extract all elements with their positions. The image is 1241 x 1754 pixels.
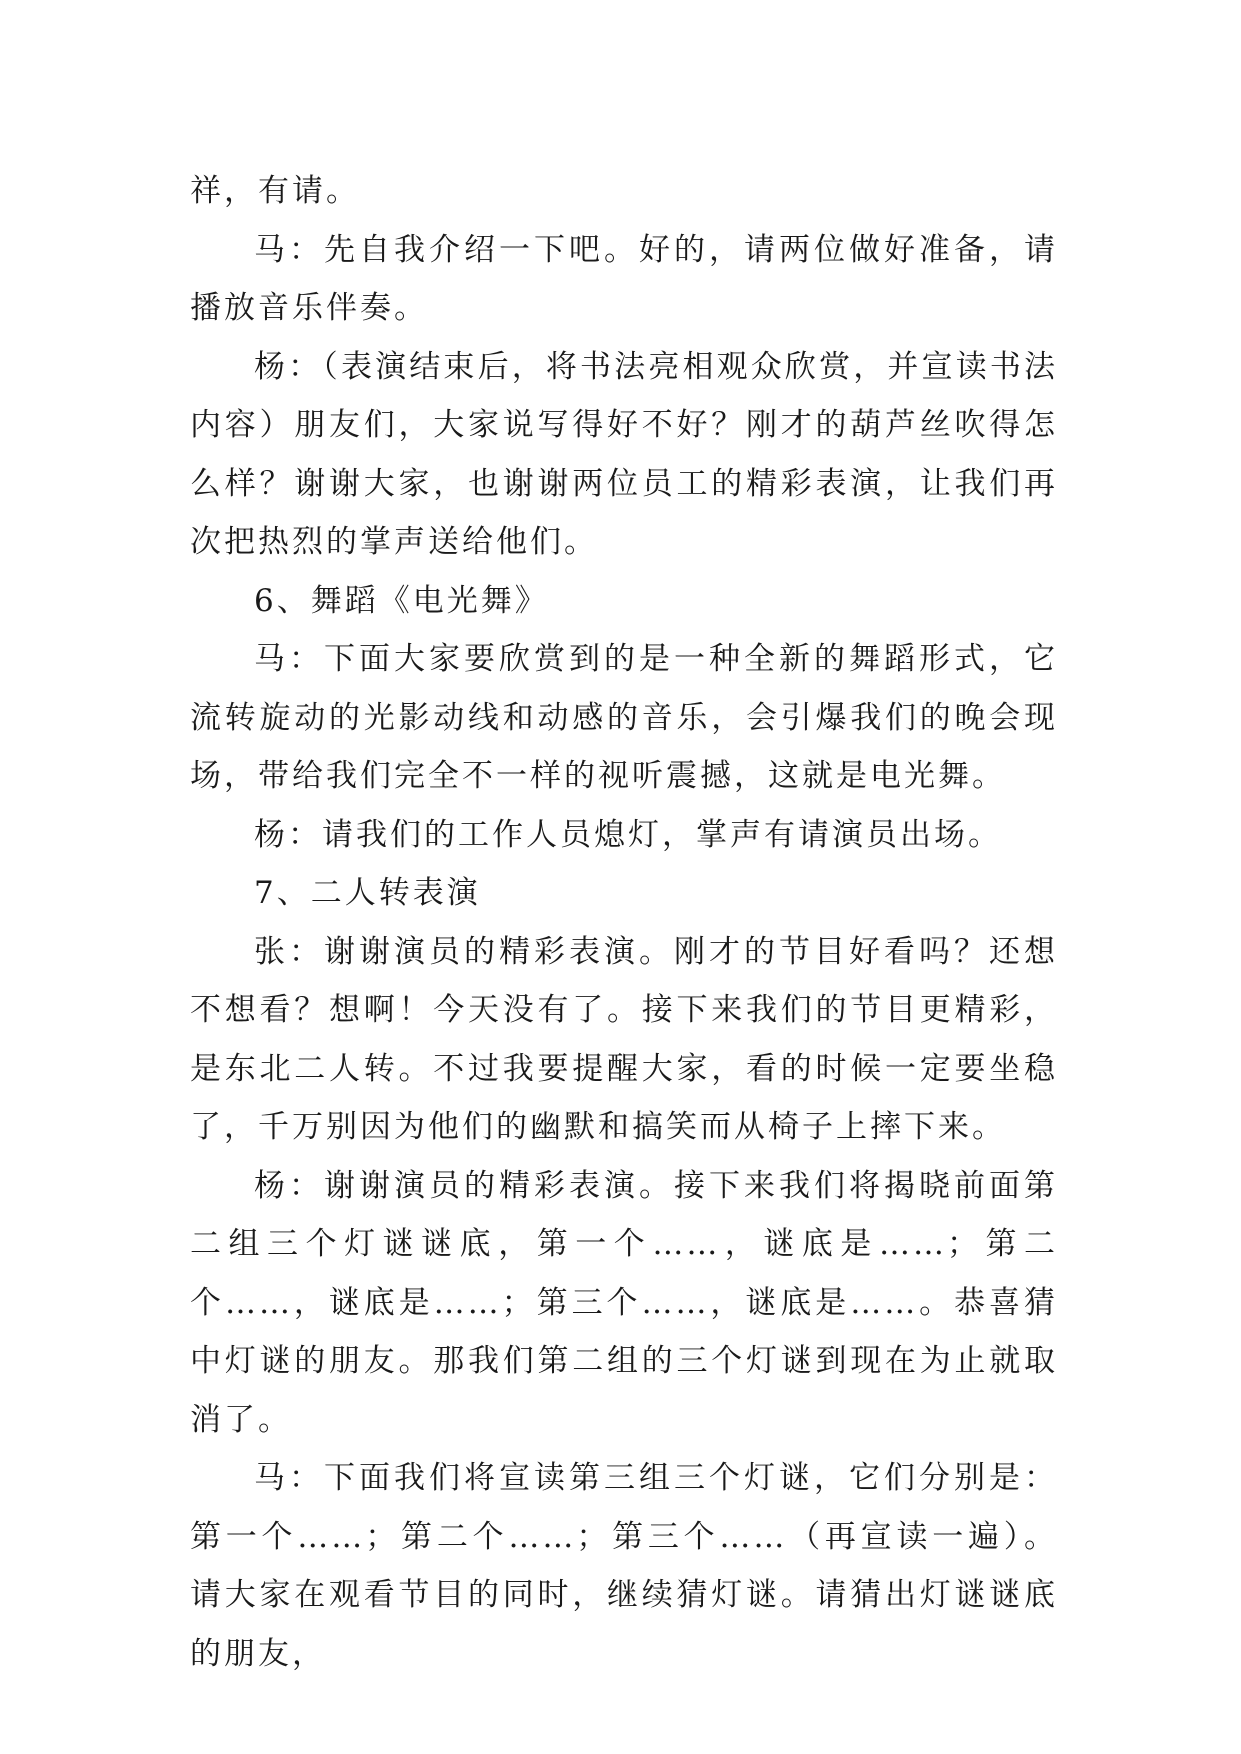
paragraph-ma-riddles: 马：下面我们将宣读第三组三个灯谜，它们分别是：第一个……；第二个……；第三个……（再宣读一遍）。请大家在观看节目的同时，继续猜灯谜。请猜出灯谜谜底的朋友， [190,1460,1058,1672]
document-body [190,162,1058,1683]
paragraph-yang-riddles: 杨：谢谢演员的精彩表演。接下来我们将揭晓前面第二组三个灯谜谜底，第一个……，谜底是……；第二个……，谜底是……；第三个……，谜底是……。恭喜猜中灯谜的朋友。那我们第二组的三个灯谜到现在为止就取消了。 [190,1167,1058,1438]
paragraph-ma-intro: 马：先自我介绍一下吧。好的，请两位做好准备，请播放音乐伴奏。 [190,231,1058,326]
paragraph-yang-lights: 杨：请我们的工作人员熄灯，掌声有请演员出场。 [254,816,1002,853]
paragraph-yang-calligraphy: 杨：（表演结束后，将书法亮相观众欣赏，并宣读书法内容）朋友们，大家说写得好不好？刚才的葫芦丝吹得怎么样？谢谢大家，也谢谢两位员工的精彩表演，让我们再次把热烈的掌声送给他们。 [190,348,1058,560]
section-heading-dance: 6、舞蹈《电光舞》 [254,582,549,619]
paragraph-continuation: 祥，有请。 [190,173,360,209]
section-heading-errenzhuan: 7、二人转表演 [254,875,481,911]
paragraph-zhang-errenzhuan: 张：谢谢演员的精彩表演。刚才的节目好看吗？还想不想看？想啊！今天没有了。接下来我们的节目更精彩，是东北二人转。不过我要提醒大家，看的时候一定要坐稳了，千万别因为他们的幽默和搞笑而从椅子上摔下来。 [190,933,1058,1145]
paragraph-ma-dance: 马：下面大家要欣赏到的是一种全新的舞蹈形式，它流转旋动的光影动线和动感的音乐，会引爆我们的晚会现场，带给我们完全不一样的视听震撼，这就是电光舞。 [190,641,1058,794]
